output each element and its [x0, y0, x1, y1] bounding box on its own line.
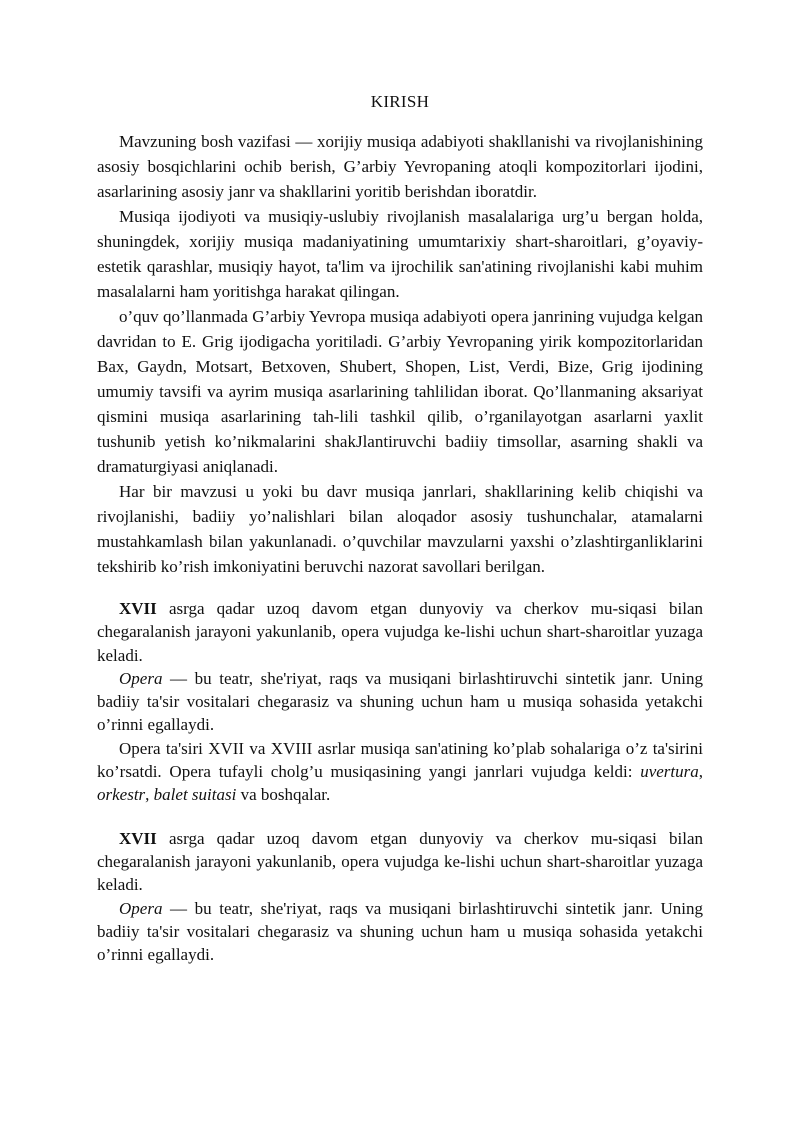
paragraph: o’quv qo’llanmada G’arbiy Yevropa musiqa adabiyoti opera janrining vujudga kelgan davridan to E. Grig ijodigacha yoritiladi. G’arbiy Yevropaning yirik kompozitorlaridan Bax, Gaydn, Motsart, Betxoven, Shubert, Shopen, List, Verdi, Bize, Grig ijodining umumiy tavsifi va ayrim musiqa asarlarining tahlilidan iborat. Qo’llanmaning aksariyat qismini musiqa asarlarining tah-lili tashkil qilib, o’rganilayotgan asarlarni yaxlit tushunib yetish ko’nikmalarini shakJlantiruvchi badiiy timsollar, asarning shakli va dramaturgiyasi aniqlanadi.	[97, 307, 703, 476]
paragraph-text: — bu teatr, she'riyat, raqs va musiqani birlashtiruvchi sintetik janr. Uning badiiy ta'sir vositalari chegarasiz va shuning uchun ham u musiqa sohasida yetakchi o’rinni egallaydi.	[97, 898, 703, 965]
paragraph-text: va boshqalar.	[236, 785, 331, 805]
paragraph: Musiqa ijodiyoti va musiqiy-uslubiy rivojlanish masalalariga urg’u bergan holda, shuningdek, xorijiy musiqa madaniyatining umumtarixiy shart-sharoitlari, g’oyaviy-estetik qarashlar, musiqiy hayot, ta'lim va ijrochilik san'atining rivojlanishi kabi muhim masalalarni ham yoritishga harakat qilingan.	[97, 207, 703, 301]
opera-section-1	[97, 597, 703, 807]
intro-section	[97, 129, 703, 579]
paragraph	[97, 597, 703, 667]
opera-term: Opera	[119, 898, 163, 918]
century-label: XVII	[119, 599, 157, 618]
paragraph: Har bir mavzusi u yoki bu davr musiqa janrlari, shakllarining kelib chiqishi va rivojlanishi, badiiy yo’nalishlari bilan aloqador asosiy tushunchalar, atamalarni mustahkamlash bilan yakunlanadi. o’quvchilar mavzularni yaxshi o’zlashtirganliklarini tekshirib ko’rish imkoniyatini beruvchi nazorat savollari berilgan.	[97, 482, 703, 576]
paragraph	[97, 667, 703, 737]
paragraph-text: asrga qadar uzoq davom etgan dunyoviy va cherkov mu-siqasi bilan chegaralanish jarayoni yakunlanib, opera vujudga ke-lishi uchun shart-sharoitlar yuzaga keladi.	[97, 828, 703, 895]
paragraph: Opera ta'siri XVII va XVIII asrlar musiqa san'atining ko’plab sohalariga o’z ta'sirini ko’rsatdi. Opera tufayli cholg’u musiqasining yangi janrlari vujudga keldi: uvertura, orkestr, balet suitasi va boshqalar.	[97, 738, 703, 805]
paragraph	[97, 827, 703, 897]
century-label: XVII	[119, 828, 157, 848]
genre-term: balet suitasi	[153, 785, 237, 805]
genre-term: orkestr	[97, 785, 146, 805]
paragraph-text: asrga qadar uzoq davom etgan dunyoviy va cherkov mu-siqasi bilan chegaralanish jarayoni yakunlanib, opera vujudga ke-lishi uchun shart-sharoitlar yuzaga keladi.	[97, 599, 703, 665]
paragraph-text: — bu teatr, she'riyat, raqs va musiqani birlashtiruvchi sintetik janr. Uning badiiy ta'sir vositalari chegarasiz va shuning uchun ham u musiqa sohasida yetakchi o’rinni egallaydi.	[97, 668, 703, 735]
opera-section-2	[97, 827, 703, 967]
genre-term: uvertura	[640, 762, 699, 782]
paragraph: Mavzuning bosh vazifasi — xorijiy musiqa adabiyoti shakllanishi va rivojlanishining asosiy bosqichlarini ochib berish, G’arbiy Yevropaning atoqli kompozitorlari ijodini, asarlarining asosiy janr va shakllarini yoritib berishdan iboratdir.	[97, 132, 703, 201]
paragraph	[97, 897, 703, 967]
paragraph-text: Opera ta'siri XVII va XVIII asrlar musiqa san'atining ko’plab sohalariga o’z ta'sirini ko’rsatdi. Opera tufayli cholg’u musiqasining yangi janrlari vujudga keldi:	[97, 738, 703, 782]
document-page	[97, 92, 703, 966]
opera-term: Opera	[119, 668, 163, 688]
page-title: KIRISH	[370, 92, 430, 111]
